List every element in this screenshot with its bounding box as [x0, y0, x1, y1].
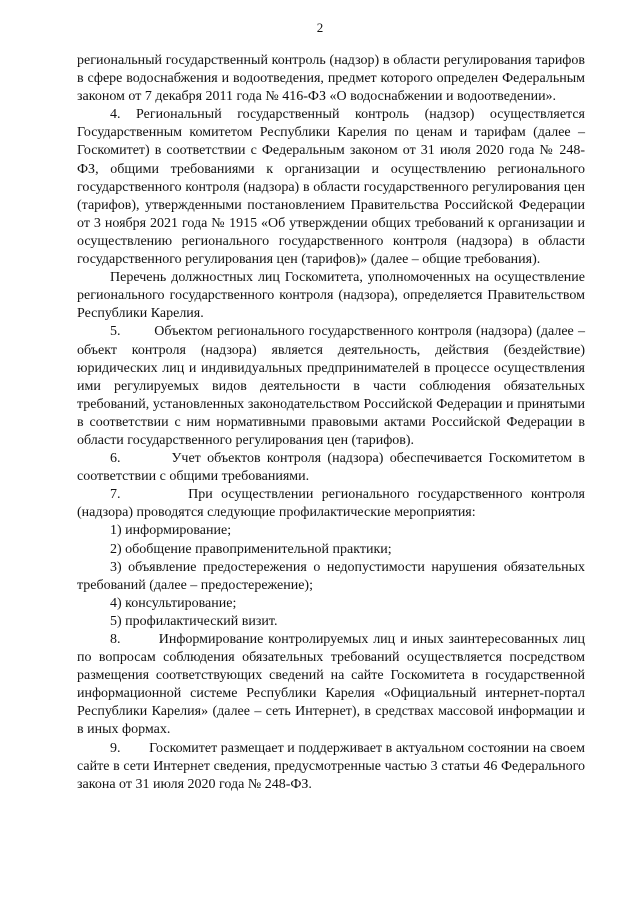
paragraph-9: 9. Госкомитет размещает и поддерживает в актуальном состоянии на своем сайте в сети Интернет сведения, предусмотренные частью 3 статьи 46 Федерального закона от 31 июля 2020 года № 248-ФЗ.: [77, 740, 585, 792]
list-item-2: 2) обобщение правоприменительной практики;: [110, 541, 392, 557]
document-body: [77, 52, 585, 794]
list-item-4: 4) консультирование;: [110, 595, 237, 611]
page-number: 2: [316, 20, 324, 35]
paragraph-8: 8. Информирование контролируемых лиц и иных заинтересованных лиц по вопросам соблюдения обязательных требований осуществляется посредством размещения соответствующих сведений на сайте Госкомитета в государственной информационной системе Республики Карелия «Официальный интернет-портал Республики Карелия» (далее – сеть Интернет), в средствах массовой информации и в иных формах.: [77, 632, 585, 738]
paragraph-5: 5. Объектом регионального государственного контроля (надзора) (далее – объект контроля (надзора) является деятельность, действия (бездействие) юридических лиц и индивидуальных предпринимателей в процессе осуществления ими регулируемых видов деятельности в части соблюдения обязательных требований, установленных законодательством Российской Федерации и принятыми в соответствии с ним нормативными правовыми актами Российской Федерации в области государственного регулирования цен (тарифов).: [77, 324, 585, 448]
list-item-1: 1) информирование;: [110, 523, 232, 539]
list-item-5: 5) профилактический визит.: [110, 613, 278, 629]
paragraph-4: 4. Региональный государственный контроль (надзор) осуществляется Государственным комитетом Республики Карелия по ценам и тарифам (далее – Госкомитет) в соответствии с Федеральным законом от 31 июля 2020 года № 248-ФЗ, общими требованиями к организации и осуществлению регионального государственного контроля (надзора) в области государственного регулирования цен (тарифов), утвержденными постановлением Правительства Российской Федерации от 3 ноября 2021 года № 1915 «Об утверждении общих требований к организации и осуществлению регионального государственного контроля (надзора) в области государственного регулирования цен (тарифов)» (далее – общие требования).: [77, 107, 585, 268]
paragraph-6: 6. Учет объектов контроля (надзора) обеспечивается Госкомитетом в соответствии с общими требованиями.: [77, 451, 585, 485]
list-item-3: 3) объявление предостережения о недопустимости нарушения обязательных требований (далее – предостережение);: [77, 559, 585, 593]
paragraph-officials-list: Перечень должностных лиц Госкомитета, уполномоченных на осуществление регионального государственного контроля (надзора), определяется Правительством Республики Карелия.: [77, 270, 585, 322]
paragraph-7: 7. При осуществлении регионального государственного контроля (надзора) проводятся следующие профилактические мероприятия:: [77, 487, 585, 521]
paragraph-continuation: региональный государственный контроль (надзор) в области регулирования тарифов в сфере водоснабжения и водоотведения, предмет которого определен Федеральным законом от 7 декабря 2011 года № 416-ФЗ «О водоснабжении и водоотведении».: [77, 53, 585, 105]
